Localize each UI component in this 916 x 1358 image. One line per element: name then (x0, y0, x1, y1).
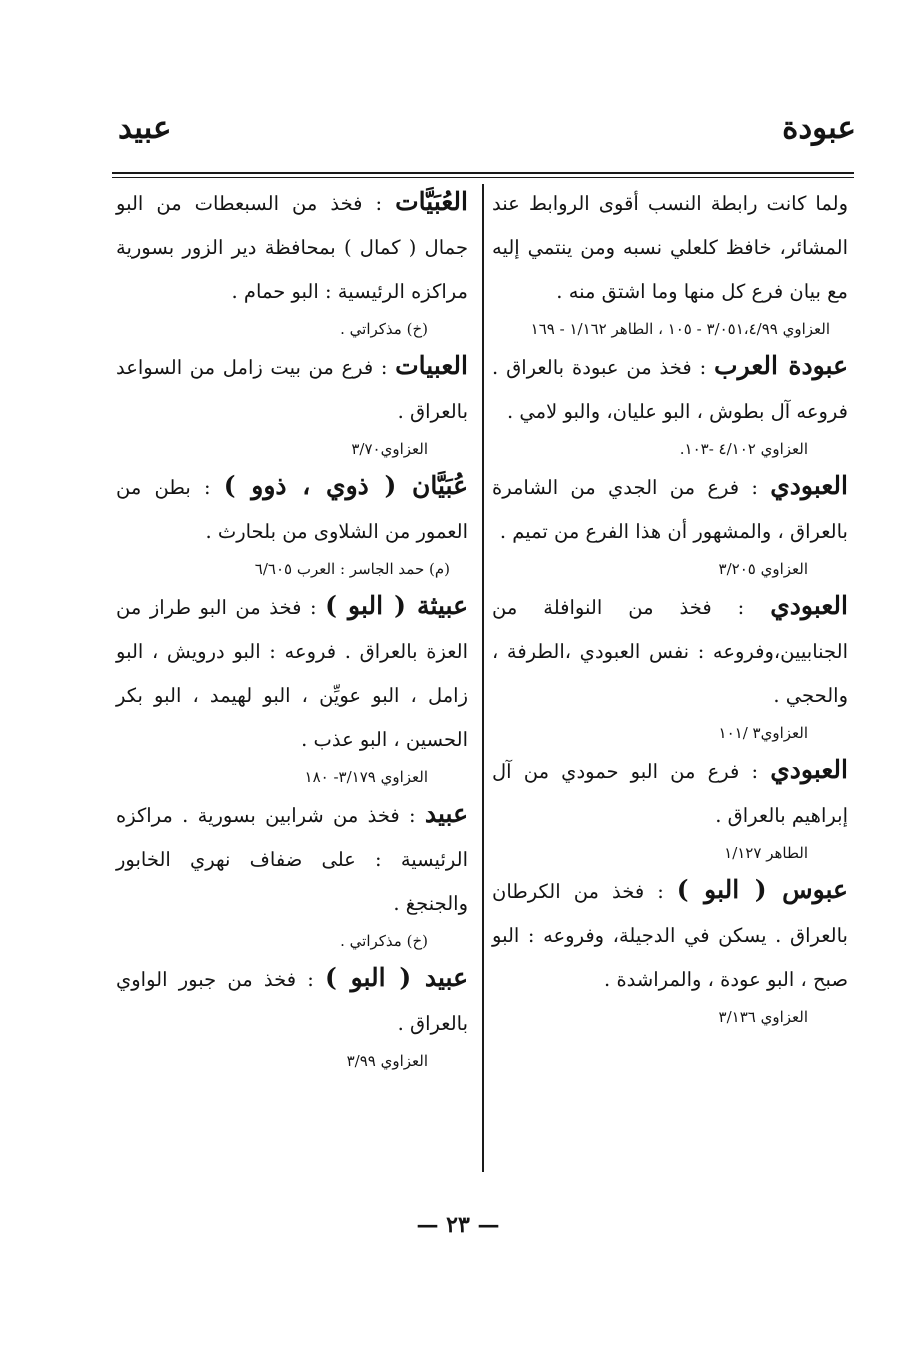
entry-text (492, 344, 848, 434)
entry-text (116, 956, 468, 1046)
entry-reference: (خ) مذكراتي . (340, 932, 428, 950)
entry-body: : فخذ من جبور الواوي بالعراق . (116, 968, 468, 1035)
entry-ubayd (116, 792, 468, 956)
entry-reference: الطاهر ١/١٢٧ (724, 844, 808, 862)
entry-reference: العزاوي ٣/٩٩ (346, 1052, 428, 1070)
entry-body: : فرع من البو حمودي من آل إبراهيم بالعراق . (492, 760, 848, 827)
entry-ubayd-albu (116, 956, 468, 1076)
entry-body: : فخذ من السبعطات من البو جمال ( كمال ) بمحافظة دير الزور بسورية مراكزه الرئيسية : البو حمام . (116, 192, 468, 303)
entry-reference: العزاوي ٣/١٧٩- ١٨٠ (304, 768, 428, 786)
entry-term: عبودة العرب (714, 351, 848, 380)
entry-term: عبيثة ( البو ) (325, 591, 469, 620)
entry-reference: العزاوي ٣/٢٠٥ (718, 560, 808, 578)
entry-alabudi-2 (492, 584, 848, 748)
entry-alubayyat-2 (116, 344, 468, 464)
entry-term: العبيات (395, 351, 468, 380)
entry-alabudi-1 (492, 464, 848, 584)
entry-text (116, 464, 468, 554)
header-rule-thin (112, 177, 854, 178)
entry-term: العبودي (770, 591, 848, 620)
entry-body: : فخذ من البو طراز من العزة بالعراق . فروعه : البو درويش ، البو زامل ، البو عويِّن ، البو لهيمد ، البو بكر الحسين ، البو عذب . (116, 596, 468, 751)
left-column (116, 180, 468, 1076)
entry-body: : فخذ من شرابين بسورية . مراكزه الرئيسية : على ضفاف نهري الخابور والجنجغ . (116, 804, 468, 915)
running-header-right: عبودة (782, 110, 856, 146)
entry-text (492, 748, 848, 838)
entry-reference: العزاوي٣/٧٠ (351, 440, 428, 458)
header-rule-thick (112, 172, 854, 174)
entry-alubayyat-1 (116, 180, 468, 344)
entry-body: : فرع من بيت زامل من السواعد بالعراق . (116, 356, 468, 423)
entry-text (116, 792, 468, 926)
entry-body: ولما كانت رابطة النسب أقوى الروابط عند المشائر، خافظ كلعلي نسبه ومن ينتمي إليه مع بيان فرع كل منها وما اشتق منه . (492, 192, 848, 303)
entry-intro (492, 180, 848, 344)
entry-text (492, 584, 848, 718)
entry-abuda-alarab (492, 344, 848, 464)
entry-body: : فخذ من النوافلة من الجنابيين،وفروعه : نفس العبودي ،الطرفة ، والحجي . (492, 596, 848, 707)
entry-reference: (م) حمد الجاسر : العرب ٦/٦٠٥ (254, 560, 450, 578)
entry-text (492, 868, 848, 1002)
column-divider (482, 184, 484, 1172)
page-number: — ٢٣ — (416, 1212, 500, 1238)
entry-text (116, 344, 468, 434)
entry-term: عبوس ( البو ) (676, 875, 848, 904)
entry-reference: (خ) مذكراتي . (340, 320, 428, 338)
entry-term: عبيد (424, 799, 468, 828)
entry-term: العبودي (770, 755, 848, 784)
entry-reference: العزاوي٣ /١٠١ (718, 724, 808, 742)
entry-text (492, 464, 848, 554)
running-header-left: عبيد (118, 110, 172, 146)
entry-ubayyan (116, 464, 468, 584)
entry-alabudi-3 (492, 748, 848, 868)
entry-reference: العزاوي ٣/٠٥١،٤/٩٩ - ١٠٥ ، الطاهر ١/١٦٢ - ١٦٩ (530, 320, 830, 338)
entry-term: العبودي (770, 471, 848, 500)
entry-term: عُبَيَّان ( ذوي ، ذوو ) (223, 471, 469, 500)
entry-term: عبيد ( البو ) (325, 963, 468, 992)
entry-abus-albu (492, 868, 848, 1032)
entry-term: العُبَيَّات (395, 187, 468, 216)
entry-body: : بطن من العمور من الشلاوى من بلحارث . (116, 476, 468, 543)
entry-body: : فرع من الجدي من الشامرة بالعراق ، والمشهور أن هذا الفرع من تميم . (492, 476, 848, 543)
entry-body: : فخذ من عبودة بالعراق . فروعه آل بطوش ، البو عليان، والبو لامي . (492, 356, 848, 423)
entry-body: : فخذ من الكرطان بالعراق . يسكن في الدجيلة، وفروعه : البو صبح ، البو عودة ، والمراشدة . (492, 880, 848, 991)
entry-reference: العزاوي ٤/١٠٢ -١٠٣. (679, 440, 808, 458)
entry-text (116, 584, 468, 762)
right-column (492, 180, 848, 1032)
entry-text (116, 180, 468, 314)
entry-ubaytha (116, 584, 468, 792)
entry-reference: العزاوي ٣/١٣٦ (718, 1008, 808, 1026)
entry-text (492, 180, 848, 314)
